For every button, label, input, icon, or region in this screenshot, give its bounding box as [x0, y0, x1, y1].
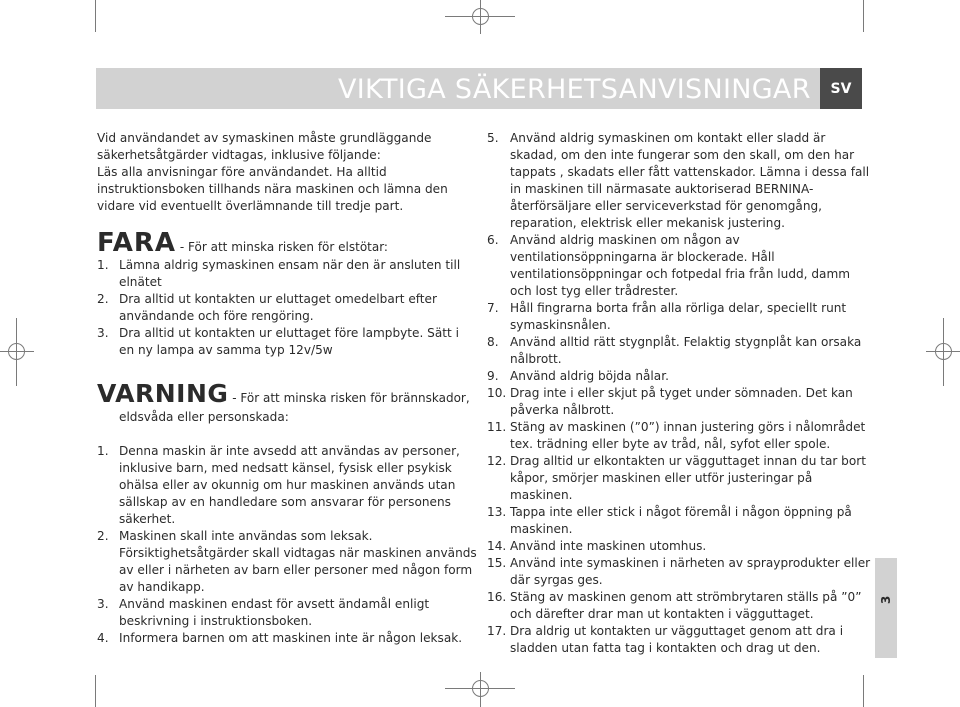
- page-number: 3: [879, 595, 893, 604]
- list-item: 5. Använd aldrig symaskinen om kontakt eller sladd är skadad, om den inte fungerar som den skall, om den har tappats , skadats eller fått vattenskador. Lämna i dessa fall in maskinen till närmasate auktoriserad BERNINA-återförsäljare eller serviceverkstad för genomgång, reparation, elektrisk eller mekanisk justering.: [487, 131, 870, 230]
- list-item: 16. Stäng av maskinen genom att strömbrytaren ställs på ”0” och därefter drar man ut kontakten i vägguttaget.: [487, 590, 862, 621]
- list-item: 3. Använd maskinen endast för avsett ändamål enligt beskrivning i instruktionsboken.: [97, 597, 430, 628]
- varning-subtitle-2: eldsvåda eller personskada:: [119, 410, 289, 424]
- list-item: 1. Denna maskin är inte avsedd att användas av personer, inklusive barn, med nedsatt känsel, fysisk eller psykisk ohälsa eller av okunnig om hur maskinen används utan sällskap av en handledare som ansvarar för personens säkerhet.: [97, 444, 460, 526]
- list-item: 14. Använd inte maskinen utomhus.: [487, 539, 707, 553]
- list-item: 15. Använd inte symaskinen i närheten av sprayprodukter eller där syrgas ges.: [487, 556, 871, 587]
- list-item: 10. Drag inte i eller skjut på tyget under sömnaden. Det kan påverka nålbrott.: [487, 386, 853, 417]
- fara-subtitle: - För att minska risken för elstötar:: [179, 240, 388, 254]
- fara-list: [97, 257, 477, 359]
- list-item: 2. Maskinen skall inte användas som leksak. Försiktighetsåtgärder skall vidtagas när maskinen används av eller i närheten av barn eller personer med någon form av handikapp.: [97, 529, 477, 594]
- list-item: 7. Håll fingrarna borta från alla rörliga delar, speciellt runt symaskinsnålen.: [487, 301, 847, 332]
- list-item: 12. Drag alltid ur elkontakten ur vägguttaget innan du tar bort kåpor, smörjer maskinen eller utför justeringar på maskinen.: [487, 454, 866, 502]
- intro-paragraph-1: Vid användandet av symaskinen måste grundläggande säkerhetsåtgärder vidtagas, inklusive följande:: [97, 131, 432, 162]
- page-title: VIKTIGA SÄKERHETSANVISNINGAR: [338, 74, 811, 105]
- page-tab: [875, 558, 897, 658]
- list-item: 11. Stäng av maskinen (”0”) innan justering görs i nålområdet tex. trädning eller byte av tråd, nål, syfot eller spole.: [487, 420, 866, 451]
- crop-mark-top-right: [863, 0, 864, 32]
- right-column: [487, 130, 872, 657]
- crop-mark-top-left: [95, 0, 96, 32]
- varning-list: [97, 443, 477, 647]
- crop-mark-bottom-right: [863, 675, 864, 707]
- fara-title: FARA: [97, 228, 177, 258]
- varning-subtitle: - För att minska risken för brännskador,: [232, 391, 470, 405]
- left-column: [97, 130, 477, 647]
- list-item: 1. Lämna aldrig symaskinen ensam när den är ansluten till elnätet: [97, 258, 461, 289]
- language-badge: SV: [820, 68, 862, 109]
- list-item: 13. Tappa inte eller stick i något föremål i någon öppning på maskinen.: [487, 505, 852, 536]
- varning-title: VARNING: [97, 379, 229, 408]
- intro-paragraph-2: Läs alla anvisningar före användandet. Ha alltid instruktionsboken tillhands nära maskinen och lämna den vidare vid eventuellt överlämnande till tredje part.: [97, 165, 448, 213]
- list-item: 8. Använd alltid rätt stygnplåt. Felaktig stygnplåt kan orsaka nålbrott.: [487, 335, 862, 366]
- list-item: 6. Använd aldrig maskinen om någon av ventilationsöppningarna är blockerade. Håll ventilationsöppningar och fotpedal fria från ludd, damm och lost tyg eller trådrester.: [487, 233, 851, 298]
- varning-heading: [97, 379, 477, 409]
- list-item: 2. Dra alltid ut kontakten ur eluttaget omedelbart efter användande och före rengöring.: [97, 292, 437, 323]
- right-list: [487, 130, 872, 657]
- list-item: 9. Använd aldrig böjda nålar.: [487, 369, 669, 383]
- list-item: 17. Dra aldrig ut kontakten ur vägguttaget genom att dra i sladden utan fatta tag i kontakten och drag ut den.: [487, 624, 844, 655]
- list-item: 3. Dra alltid ut kontakten ur eluttaget före lampbyte. Sätt i en ny lampa av samma typ 12v/5w: [97, 326, 459, 357]
- crop-mark-bottom-left: [95, 675, 96, 707]
- list-item: 4. Informera barnen om att maskinen inte är någon leksak.: [97, 631, 463, 645]
- fara-heading: [97, 229, 477, 257]
